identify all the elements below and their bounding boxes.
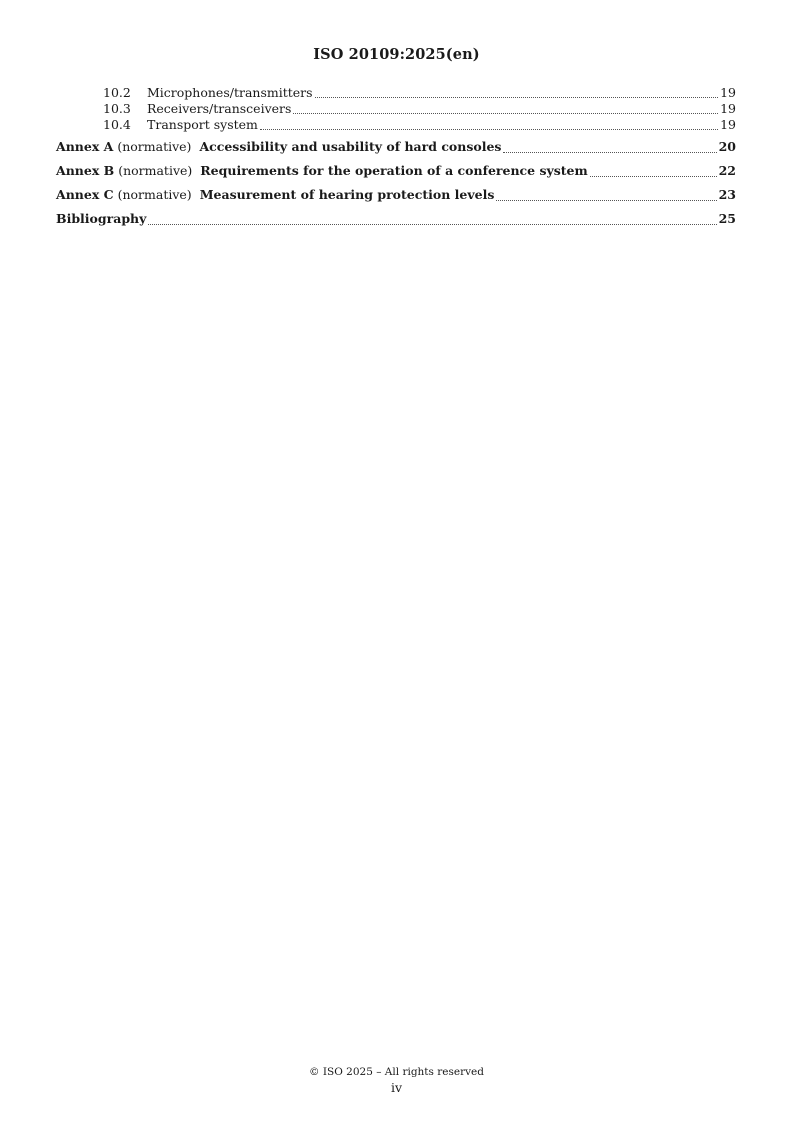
toc-entry-page: 19 (720, 85, 736, 100)
toc-entry-page: 19 (720, 117, 736, 132)
toc-entry-page: 19 (720, 101, 736, 116)
annex-label: Annex C (56, 187, 114, 202)
toc-entry-number: 10.2 (103, 85, 131, 100)
toc-entry-10-3[interactable] (56, 101, 736, 117)
toc-entry-10-4[interactable] (56, 117, 736, 133)
page-footer (0, 1066, 793, 1095)
annex-page: 22 (718, 163, 736, 178)
annex-type: (normative) (117, 187, 192, 202)
toc-entry-number: 10.3 (103, 101, 131, 116)
dot-leader (293, 112, 718, 114)
table-of-contents (56, 85, 736, 231)
bibliography-page: 25 (718, 211, 736, 226)
annex-label: Annex B (56, 163, 115, 178)
annex-label: Annex A (56, 139, 114, 154)
annex-title: Measurement of hearing protection levels (199, 187, 495, 202)
page-number: iv (390, 1080, 403, 1095)
dot-leader (148, 223, 716, 225)
annex-title: Requirements for the operation of a conference system (200, 163, 588, 178)
bibliography-label: Bibliography (56, 211, 147, 226)
toc-entry-number: 10.4 (103, 117, 131, 132)
annex-title: Accessibility and usability of hard consoles (199, 139, 502, 154)
toc-entry-title: Transport system (147, 117, 258, 132)
toc-entry-title: Receivers/transceivers (147, 101, 292, 116)
dot-leader (496, 199, 716, 201)
annex-type: (normative) (117, 139, 192, 154)
document-header (0, 46, 793, 63)
copyright-notice: © ISO 2025 – All rights reserved (309, 1066, 484, 1078)
dot-leader (260, 128, 718, 130)
dot-leader (315, 96, 719, 98)
dot-leader (503, 151, 716, 153)
toc-entry-10-2[interactable] (56, 85, 736, 101)
document-title: ISO 20109:2025(en) (313, 46, 480, 63)
annex-page: 20 (718, 139, 736, 154)
dot-leader (590, 175, 717, 177)
annex-page: 23 (718, 187, 736, 202)
toc-entry-bibliography[interactable] (56, 207, 736, 231)
toc-entry-annex-a[interactable] (56, 135, 736, 159)
toc-entry-annex-b[interactable] (56, 159, 736, 183)
toc-entry-title: Microphones/transmitters (147, 85, 313, 100)
toc-entry-annex-c[interactable] (56, 183, 736, 207)
annex-type: (normative) (118, 163, 193, 178)
